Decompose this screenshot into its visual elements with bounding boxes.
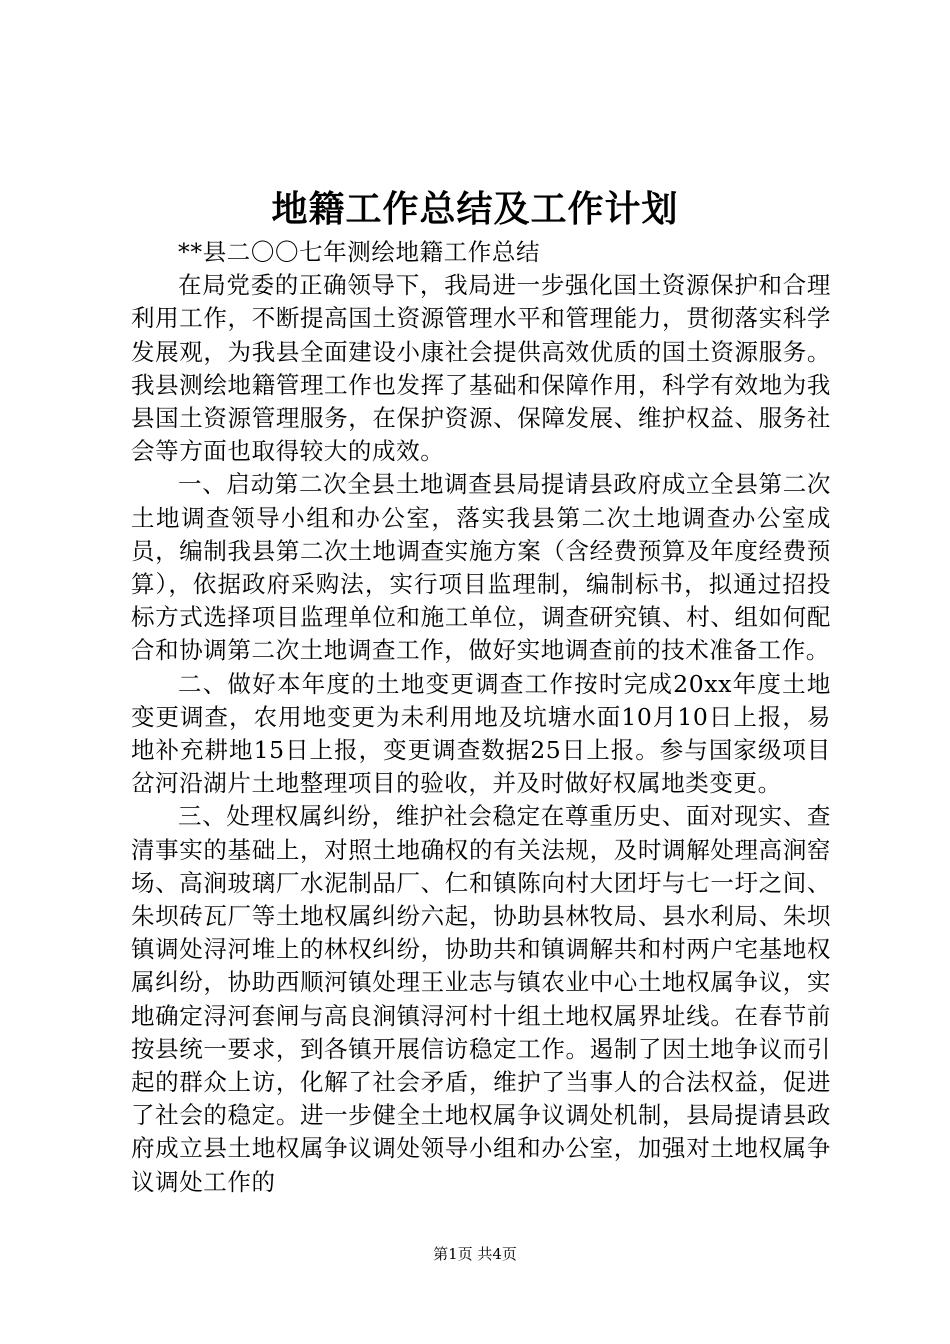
page-number: 第1页 共4页 <box>433 1245 517 1263</box>
section-one-paragraph: 一、启动第二次全县土地调查县局提请县政府成立全县第二次土地调查领导小组和办公室，落实我县第二次土地调查办公室成员，编制我县第二次土地调查实施方案（含经费预算及年度经费预算），依据政府采购法，实行项目监理制，编制标书，拟通过招投标方式选择项目监理单位和施工单位，调查研究镇、村、组如何配合和协调第二次土地调查工作，做好实地调查前的技术准备工作。 <box>131 470 831 665</box>
section-subtitle: **县二〇〇七年测绘地籍工作总结 <box>178 238 541 266</box>
document-body <box>131 236 831 1199</box>
document-title: 地籍工作总结及工作计划 <box>271 188 679 230</box>
section-two-paragraph: 二、做好本年度的土地变更调查工作按时完成20xx年度土地变更调查，农用地变更为未利用地及坑塘水面10月10日上报，易地补充耕地15日上报，变更调查数据25日上报。参与国家级项目岔河沿湖片土地整理项目的验收，并及时做好权属地类变更。 <box>131 669 831 798</box>
intro-paragraph: 在局党委的正确领导下，我局进一步强化国土资源保护和合理利用工作，不断提高国土资源管理水平和管理能力，贯彻落实科学发展观，为我县全面建设小康社会提供高效优质的国土资源服务。我县测绘地籍管理工作也发挥了基础和保障作用，科学有效地为我县国土资源管理服务，在保护资源、保障发展、维护权益、服务社会等方面也取得较大的成效。 <box>131 271 831 466</box>
section-three-paragraph: 三、处理权属纠纷，维护社会稳定在尊重历史、面对现实、查清事实的基础上，对照土地确权的有关法规，及时调解处理高涧窑场、高涧玻璃厂水泥制品厂、仁和镇陈向村大团圩与七一圩之间、朱坝砖瓦厂等土地权属纠纷六起，协助县林牧局、县水利局、朱坝镇调处浔河堆上的林权纠纷，协助共和镇调解共和村两户宅基地权属纠纷，协助西顺河镇处理王业志与镇农业中心土地权属争议，实地确定浔河套闸与高良涧镇浔河村十组土地权属界址线。在春节前按县统一要求，到各镇开展信访稳定工作。遏制了因土地争议而引起的群众上访，化解了社会矛盾，维护了当事人的合法权益，促进了社会的稳定。进一步健全土地权属争议调处机制，县局提请县政府成立县土地权属争议调处领导小组和办公室，加强对土地权属争议调处工作的 <box>131 802 831 1196</box>
